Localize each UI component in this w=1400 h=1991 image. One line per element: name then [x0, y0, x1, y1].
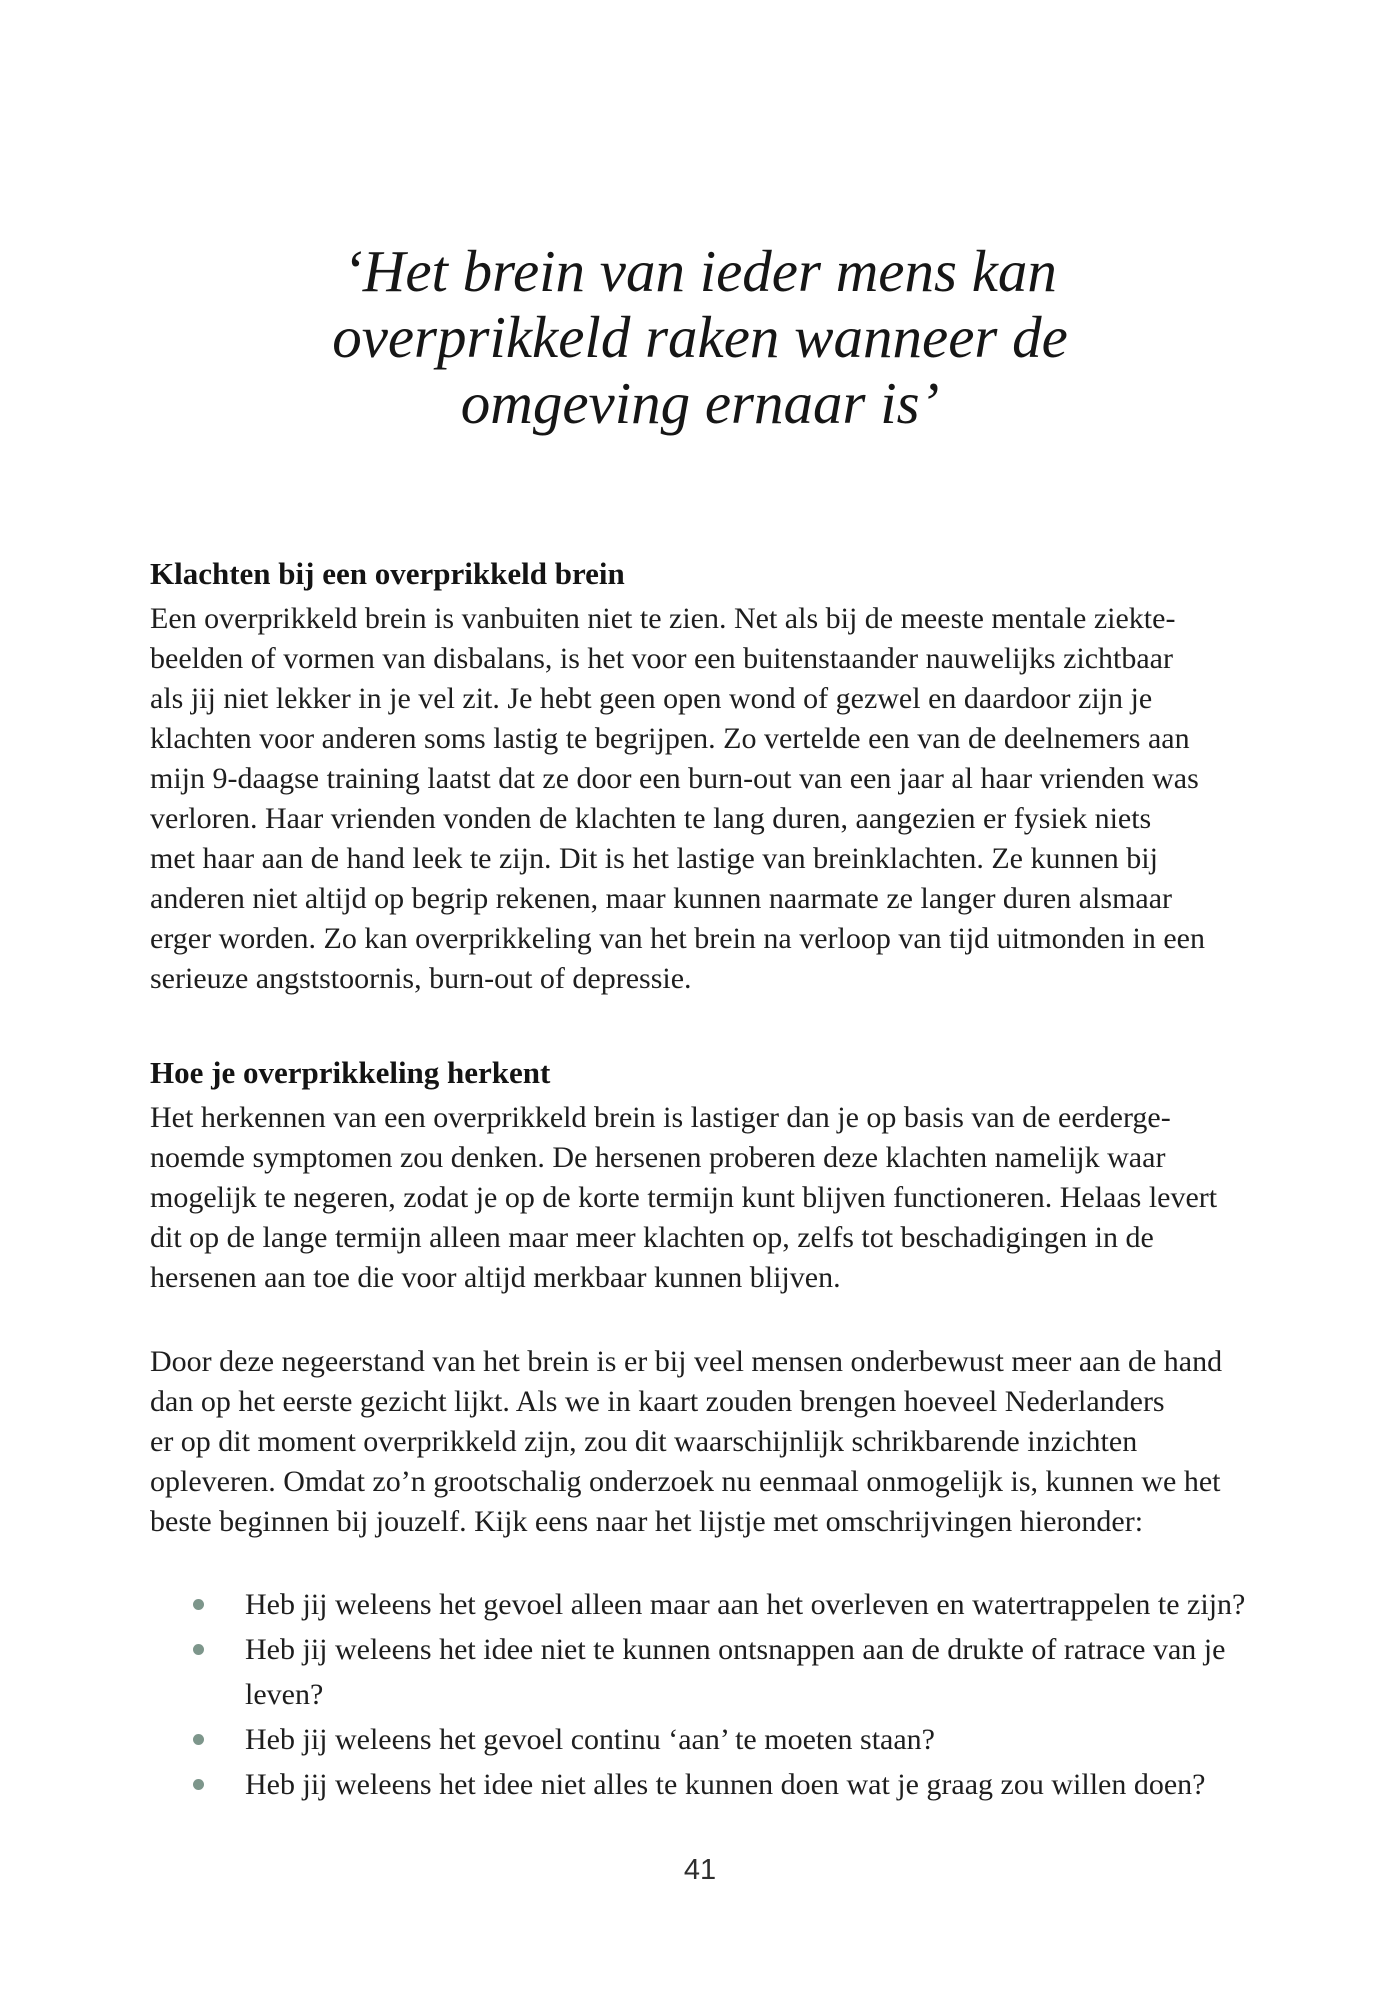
pull-quote-line: omgeving ernaar is’	[460, 370, 940, 436]
body-line: anderen niet altijd op begrip rekenen, maar kunnen naarmate ze langer duren alsmaar	[150, 882, 1173, 915]
body-line: verloren. Haar vrienden vonden de klachten te lang duren, aangezien er fysiek niets	[150, 802, 1152, 835]
body-line: mogelijk te negeren, zodat je op de korte termijn kunt blijven functioneren. Helaas levert	[150, 1181, 1218, 1214]
body-line: Het herkennen van een overprikkeld brein is lastiger dan je op basis van de eerderge-	[150, 1101, 1171, 1134]
body-line: klachten voor anderen soms lastig te begrijpen. Zo vertelde een van de deelnemers aan	[150, 722, 1190, 755]
bullet-icon	[193, 1779, 204, 1790]
pull-quote-line: overprikkeld raken wanneer de	[332, 304, 1068, 370]
body-line: dit op de lange termijn alleen maar meer klachten op, zelfs tot beschadigingen in de	[150, 1221, 1154, 1254]
body-line: dan op het eerste gezicht lijkt. Als we in kaart zouden brengen hoeveel Nederlanders	[150, 1385, 1165, 1418]
list-item	[150, 1627, 1260, 1717]
body-line: hersenen aan toe die voor altijd merkbaar kunnen blijven.	[150, 1261, 841, 1294]
body-line: mijn 9-daagse training laatst dat ze door een burn-out van een jaar al haar vrienden was	[150, 762, 1199, 795]
paragraph-klachten	[150, 599, 1260, 999]
self-check-list	[150, 1582, 1260, 1807]
bullet-line: Heb jij weleens het gevoel continu ‘aan’ te moeten staan?	[245, 1723, 935, 1756]
body-line: erger worden. Zo kan overprikkeling van het brein na verloop van tijd uitmonden in een	[150, 922, 1205, 955]
page-content	[150, 554, 1260, 1807]
body-line: als jij niet lekker in je vel zit. Je hebt geen open wond of gezwel en daardoor zijn je	[150, 682, 1153, 715]
bullet-icon	[193, 1734, 204, 1745]
body-line: serieuze angststoornis, burn-out of depressie.	[150, 962, 692, 995]
pull-quote	[150, 238, 1250, 436]
body-line: er op dit moment overprikkeld zijn, zou dit waarschijnlijk schrikbarende inzichten	[150, 1425, 1138, 1458]
body-line: beste beginnen bij jouzelf. Kijk eens naar het lijstje met omschrijvingen hieronder:	[150, 1505, 1144, 1538]
bullet-line: Heb jij weleens het gevoel alleen maar aan het overleven en watertrappelen te zijn?	[245, 1588, 1246, 1621]
list-item	[150, 1717, 1260, 1762]
section-heading-klachten: Klachten bij een overprikkeld brein	[150, 556, 625, 591]
pull-quote-line: ‘Het brein van ieder mens kan	[343, 238, 1057, 304]
body-line: met haar aan de hand leek te zijn. Dit is het lastige van breinklachten. Ze kunnen bij	[150, 842, 1158, 875]
bullet-line: Heb jij weleens het idee niet alles te kunnen doen wat je graag zou willen doen?	[245, 1768, 1206, 1801]
bullet-line: leven?	[245, 1678, 324, 1711]
page-number: 41	[683, 1854, 717, 1886]
paragraph-negeerstand	[150, 1342, 1260, 1542]
body-line: beelden of vormen van disbalans, is het voor een buitenstaander nauwelijks zichtbaar	[150, 642, 1173, 675]
list-item	[150, 1582, 1260, 1627]
section-heading-herkennen: Hoe je overprikkeling herkent	[150, 1055, 551, 1090]
body-line: noemde symptomen zou denken. De hersenen proberen deze klachten namelijk waar	[150, 1141, 1166, 1174]
body-line: Een overprikkeld brein is vanbuiten niet te zien. Net als bij de meeste mentale ziekte-	[150, 602, 1176, 635]
bullet-icon	[193, 1644, 204, 1655]
body-line: opleveren. Omdat zo’n grootschalig onderzoek nu eenmaal onmogelijk is, kunnen we het	[150, 1465, 1221, 1498]
paragraph-herkennen	[150, 1098, 1260, 1298]
bullet-line: Heb jij weleens het idee niet te kunnen ontsnappen aan de drukte of ratrace van je	[245, 1633, 1226, 1666]
body-line: Door deze negeerstand van het brein is er bij veel mensen onderbewust meer aan de hand	[150, 1345, 1223, 1378]
bullet-icon	[193, 1599, 204, 1610]
list-item	[150, 1762, 1260, 1807]
